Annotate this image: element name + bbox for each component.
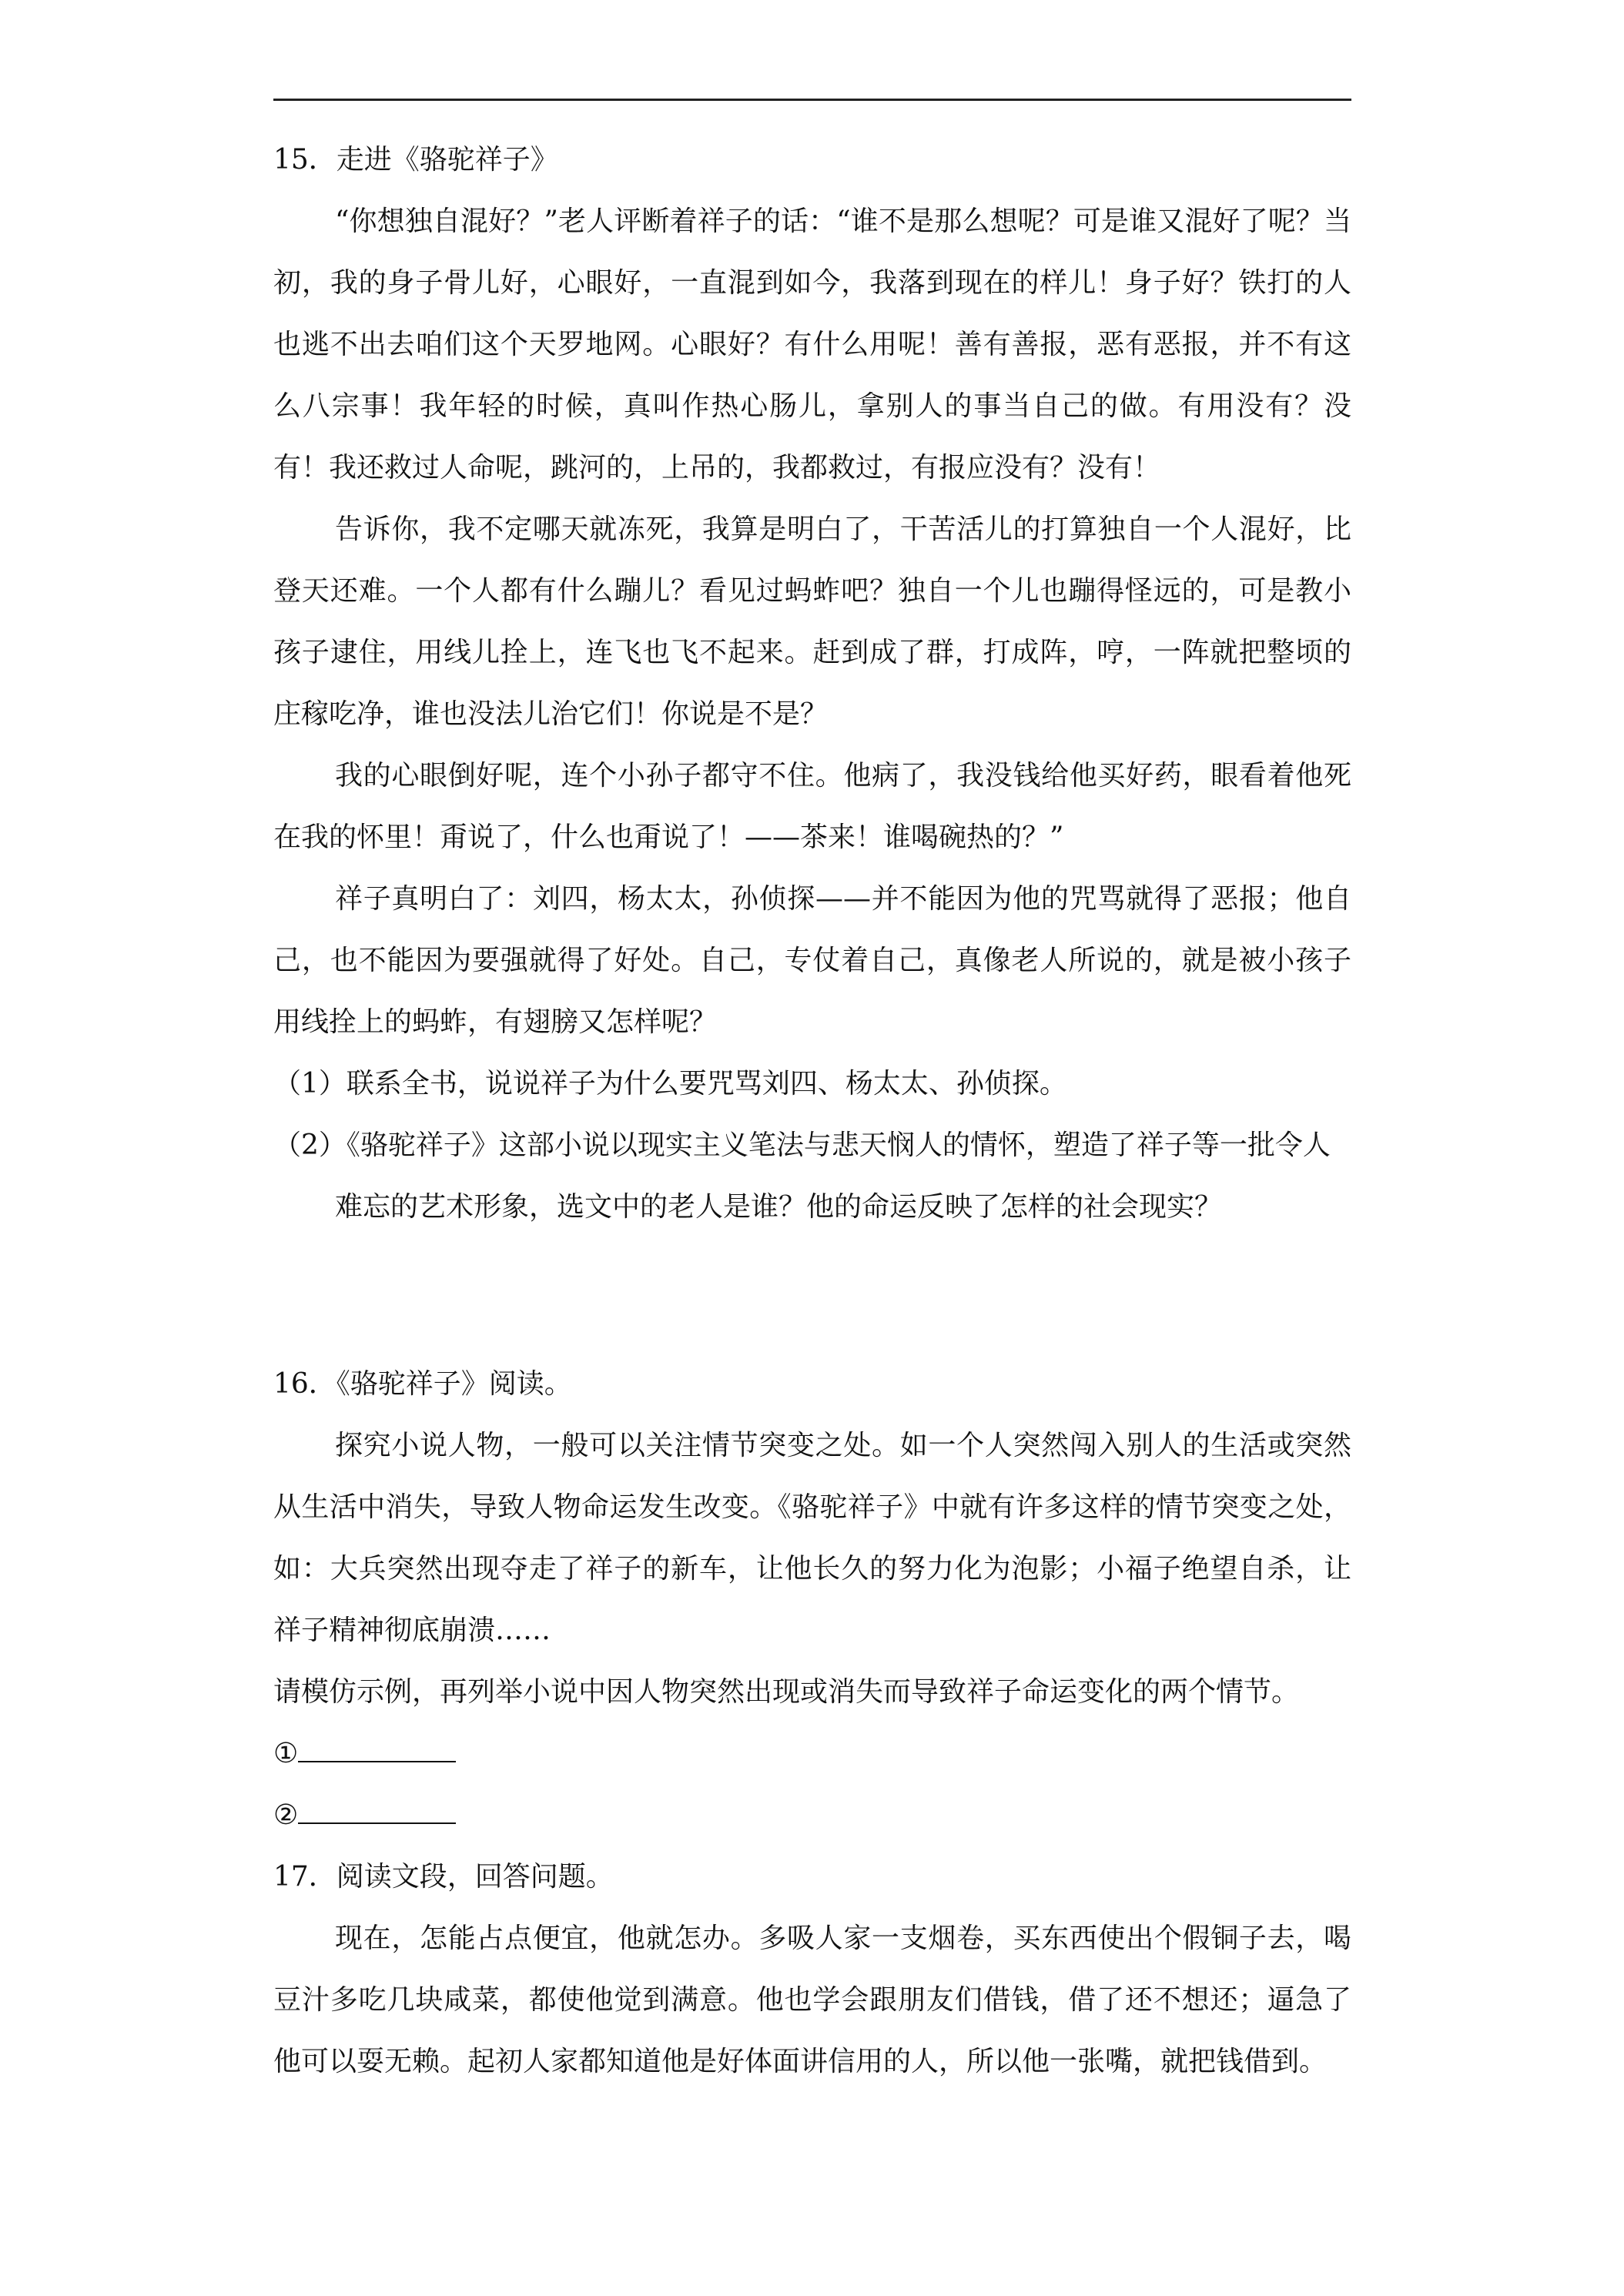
sub-question-2-line1: （2）《骆驼祥子》这部小说以现实主义笔法与悲天悯人的情怀，塑造了祥子等一批令人 <box>273 1130 1331 1161</box>
header-rule <box>273 99 1351 101</box>
question-17 <box>273 1846 1351 2093</box>
question-17-title: 17．阅读文段，回答问题。 <box>273 1861 614 1893</box>
answer-blank-1 <box>273 1723 1351 1785</box>
answer-underline[interactable] <box>298 1802 456 1824</box>
answer-space <box>273 1323 1351 1354</box>
circled-number-1: ① <box>273 1738 299 1769</box>
passage-paragraph: 探究小说人物，一般可以关注情节突变之处。如一个人突然闯入别人的生活或突然从生活中消失，导致人物命运发生改变。《骆驼祥子》中就有许多这样的情节突变之处，如：大兵突然出现夺走了祥子的新车，让他长久的努力化为泡影；小福子绝望自杀，让祥子精神彻底崩溃…… <box>273 1430 1351 1646</box>
question-16-instruction: 请模仿示例，再列举小说中因人物突然出现或消失而导致祥子命运变化的两个情节。 <box>273 1676 1300 1708</box>
page-content <box>273 129 1351 2093</box>
question-15 <box>273 129 1351 1238</box>
sub-question-2-line2: 难忘的艺术形象，选文中的老人是谁？他的命运反映了怎样的社会现实？ <box>335 1191 1223 1223</box>
passage-paragraph: 祥子真明白了：刘四，杨太太，孙侦探——并不能因为他的咒骂就得了恶报；他自己，也不能因为要强就得了好处。自己，专仗着自己，真像老人所说的，就是被小孩子用线拴上的蚂蚱，有翅膀又怎样呢？ <box>273 883 1351 1038</box>
question-15-title: 15．走进《骆驼祥子》 <box>273 144 558 176</box>
answer-space <box>273 1238 1351 1323</box>
answer-underline[interactable] <box>298 1741 456 1762</box>
circled-number-2: ② <box>273 1799 299 1831</box>
question-16 <box>273 1354 1351 1846</box>
passage-paragraph: 告诉你，我不定哪天就冻死，我算是明白了，干苦活儿的打算独自一个人混好，比登天还难。一个人都有什么蹦儿？看见过蚂蚱吧？独自一个儿也蹦得怪远的，可是教小孩子逮住，用线儿拴上，连飞也飞不起来。赶到成了群，打成阵，哼，一阵就把整顷的庄稼吃净，谁也没法儿治它们！你说是不是？ <box>273 514 1351 730</box>
passage-paragraph: 我的心眼倒好呢，连个小孙子都守不住。他病了，我没钱给他买好药，眼看着他死在我的怀里！甭说了，什么也甭说了！——茶来！谁喝碗热的？” <box>273 760 1351 853</box>
question-16-title: 16．《骆驼祥子》阅读。 <box>273 1368 572 1400</box>
passage-paragraph: 现在，怎能占点便宜，他就怎办。多吸人家一支烟卷，买东西使出个假铜子去，喝豆汁多吃几块咸菜，都使他觉到满意。他也学会跟朋友们借钱，借了还不想还；逼急了他可以耍无赖。起初人家都知道他是好体面讲信用的人，所以他一张嘴，就把钱借到。 <box>273 1923 1351 2077</box>
passage-paragraph: “你想独自混好？”老人评断着祥子的话：“谁不是那么想呢？可是谁又混好了呢？当初，我的身子骨儿好，心眼好，一直混到如今，我落到现在的样儿！身子好？铁打的人也逃不出去咱们这个天罗地网。心眼好？有什么用呢！善有善报，恶有恶报，并不有这么八宗事！我年轻的时候，真叫作热心肠儿，拿别人的事当自己的做。有用没有？没有！我还救过人命呢，跳河的，上吊的，我都救过，有报应没有？没有！ <box>273 206 1351 484</box>
sub-question-1: （1）联系全书，说说祥子为什么要咒骂刘四、杨太太、孙侦探。 <box>273 1068 1067 1099</box>
answer-blank-2 <box>273 1785 1351 1846</box>
